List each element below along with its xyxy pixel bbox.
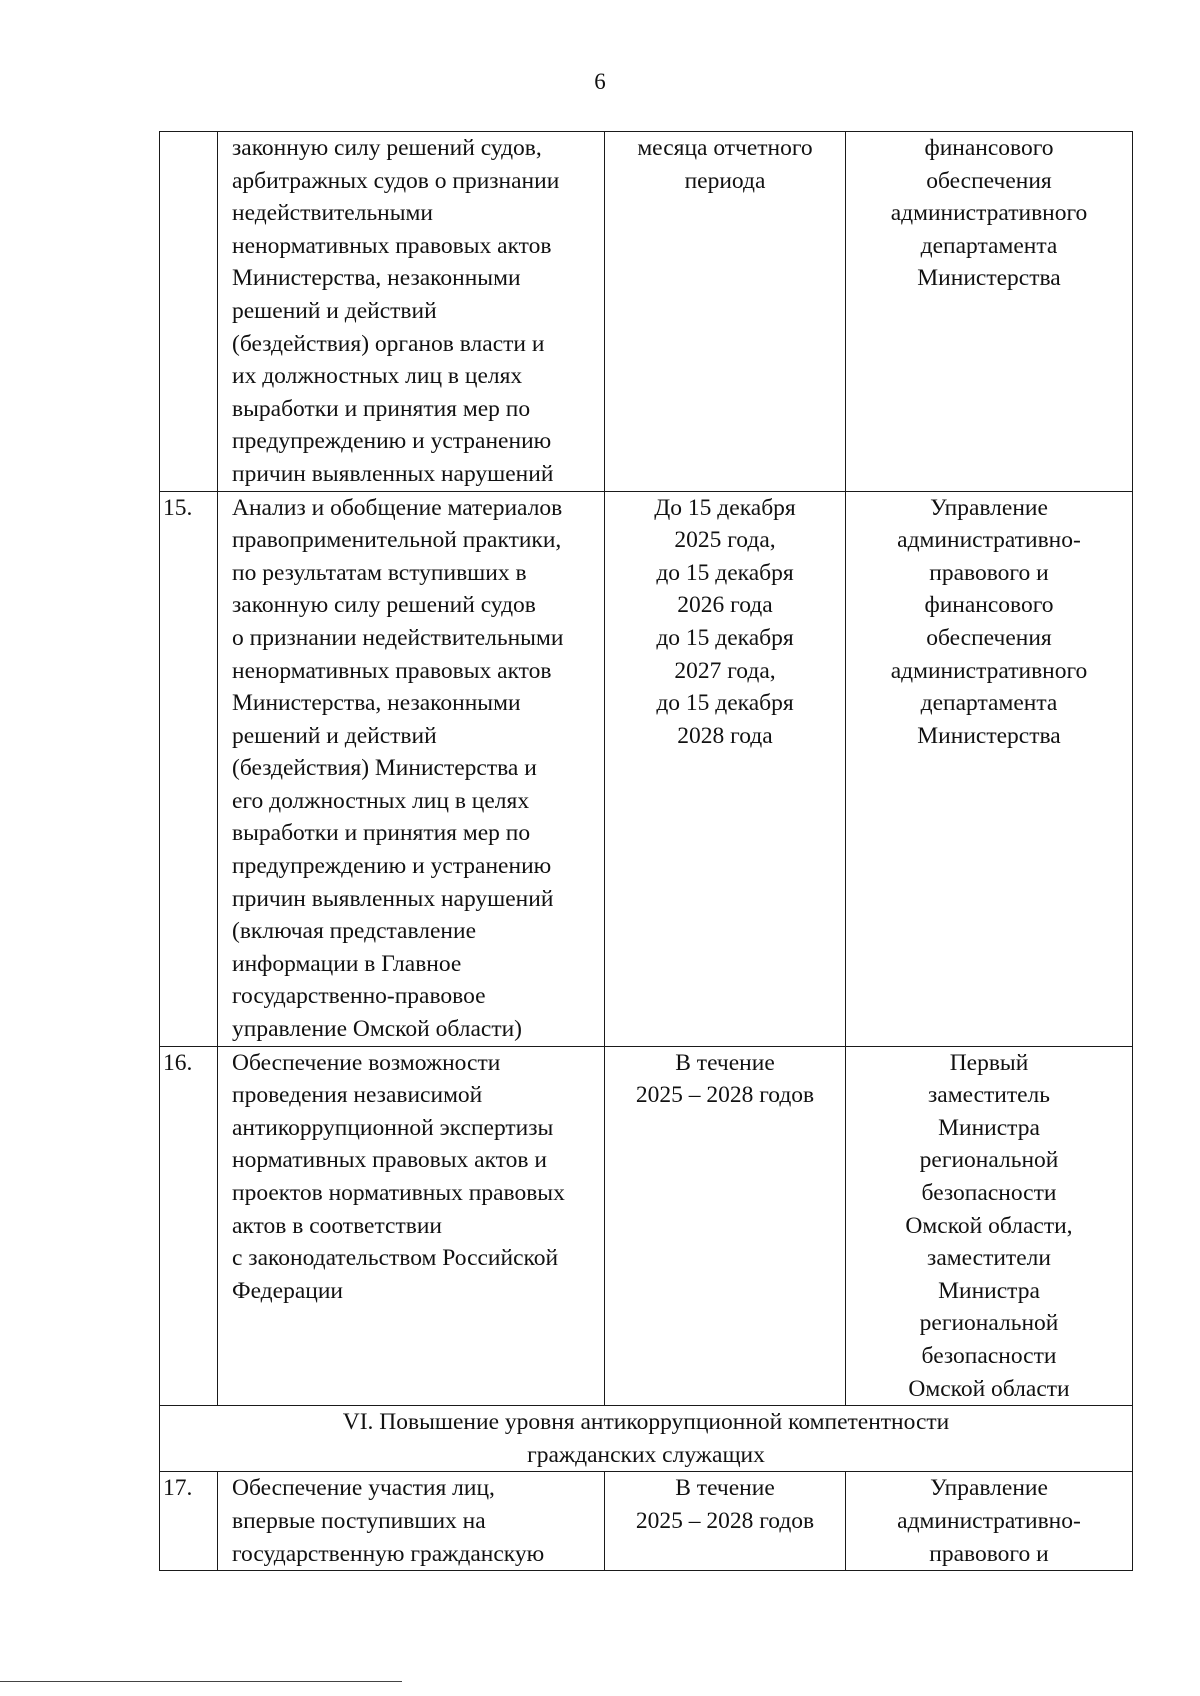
footnote-separator-line — [0, 1681, 402, 1682]
row-number: 16. — [160, 1046, 218, 1406]
responsible-cell — [846, 132, 1133, 492]
plan-table — [159, 131, 1133, 1571]
section-heading — [160, 1406, 1133, 1472]
activity-text: Анализ и обобщение материалов правоприменительной практики, по результатам вступивших в законную силу решений судов о признании недействительными ненормативных правовых актов Министерства, незаконными решений и действий (бездействия) Министерства и его должностных лиц в целях выработки и принятия мер по предупреждению и устранению причин выявленных нарушений (включая представление информации в Главное государственно-правовое управление Омской области) — [232, 494, 564, 1043]
table-row — [160, 132, 1133, 492]
activity-cell — [218, 1472, 605, 1571]
section-title: VI. Повышение уровня антикоррупционной компетентности гражданских служащих — [342, 1409, 950, 1468]
section-heading-row — [160, 1406, 1133, 1472]
responsible-text: Первый заместитель Министра региональной безопасности Омской области, заместители Министра региональной безопасности Омской области — [905, 1049, 1073, 1402]
activity-cell — [218, 1046, 605, 1406]
row-number: 17. — [160, 1472, 218, 1571]
deadline-text: В течение 2025 – 2028 годов — [635, 1475, 815, 1534]
activity-text: Обеспечение участия лиц, впервые поступивших на государственную гражданскую — [232, 1475, 545, 1567]
row-number — [160, 132, 218, 492]
activity-text: законную силу решений судов, арбитражных судов о признании недействительными ненормативных правовых актов Министерства, незаконными решений и действий (бездействия) органов власти и их должностных лиц в целях выработки и принятия мер по предупреждению и устранению причин выявленных нарушений — [232, 135, 560, 487]
deadline-cell — [605, 132, 846, 492]
responsible-text: финансового обеспечения административного департамента Министерства — [890, 135, 1088, 292]
table-row — [160, 491, 1133, 1046]
table-row — [160, 1472, 1133, 1571]
deadline-text: месяца отчетного периода — [637, 135, 813, 194]
responsible-cell — [846, 1472, 1133, 1571]
page-number: 6 — [594, 69, 606, 94]
deadline-cell — [605, 1472, 846, 1571]
table-row — [160, 1046, 1133, 1406]
row-number: 15. — [160, 491, 218, 1046]
deadline-cell — [605, 491, 846, 1046]
activity-cell — [218, 132, 605, 492]
activity-cell — [218, 491, 605, 1046]
responsible-text: Управление административно- правового и финансового обеспечения административного департамента Министерства — [890, 494, 1088, 749]
activity-text: Обеспечение возможности проведения независимой антикоррупционной экспертизы нормативных правовых актов и проектов нормативных правовых актов в соответствии с законодательством Российской Федерации — [232, 1049, 565, 1304]
deadline-text: В течение 2025 – 2028 годов — [635, 1049, 815, 1109]
deadline-cell — [605, 1046, 846, 1406]
deadline-text: До 15 декабря 2025 года, до 15 декабря 2026 года до 15 декабря 2027 года, до 15 декабря 2028 года — [654, 494, 796, 749]
responsible-text: Управление административно- правового и — [897, 1475, 1081, 1567]
responsible-cell — [846, 1046, 1133, 1406]
responsible-cell — [846, 491, 1133, 1046]
